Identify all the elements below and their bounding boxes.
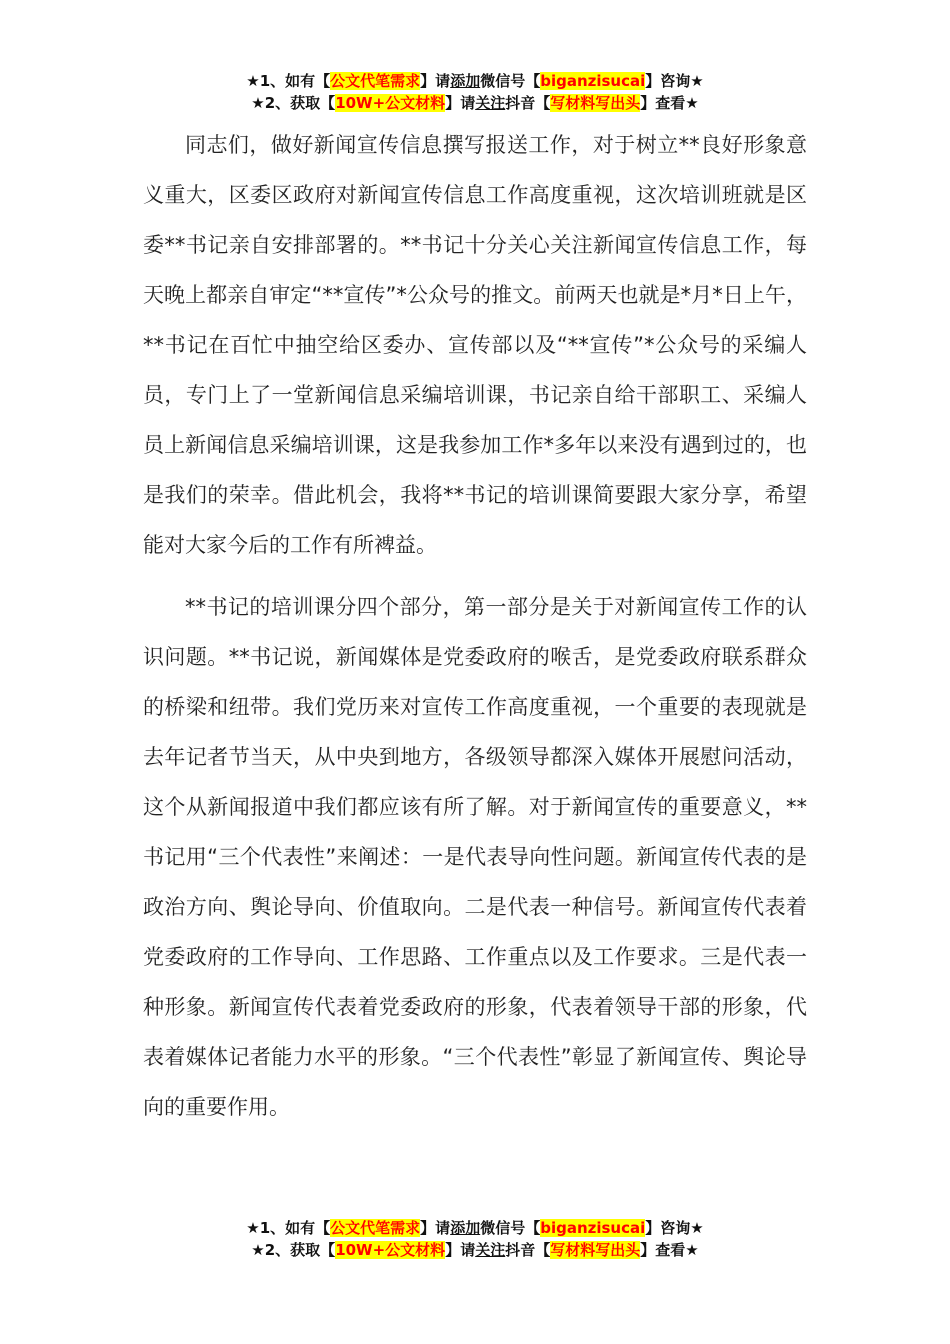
highlight-wechat-id: biganzisucai	[540, 72, 646, 90]
highlight-douyin-account: 写材料写出头	[550, 94, 641, 112]
highlight-service: 公文代笔需求	[330, 72, 421, 90]
highlight-douyin-account: 写材料写出头	[550, 1241, 641, 1259]
highlight-materials: 10W+公文材料	[335, 94, 446, 112]
paragraph-1: 同志们，做好新闻宣传信息撰写报送工作，对于树立**良好形象意义重大，区委区政府对新闻宣传信息工作高度重视，这次培训班就是区委**书记亲自安排部署的。**书记十分关心关注新闻宣传信息工作，每天晚上都亲自审定“**宣传”*公众号的推文。前两天也就是*月*日上午，**书记在百忙中抽空给区委办、宣传部以及“**宣传”*公众号的采编人员，专门上了一堂新闻信息采编培训课，书记亲自给干部职工、采编人员上新闻信息采编培训课，这是我参加工作*多年以来没有遇到过的，也是我们的荣幸。借此机会，我将**书记的培训课简要跟大家分享，希望能对大家今后的工作有所裨益。	[143, 133, 807, 557]
paragraph-2: **书记的培训课分四个部分，第一部分是关于对新闻宣传工作的认识问题。**书记说，新闻媒体是党委政府的喉舌，是党委政府联系群众的桥梁和纽带。我们党历来对宣传工作高度重视，一个重要的表现就是去年记者节当天，从中央到地方，各级领导都深入媒体开展慰问活动，这个从新闻报道中我们都应该有所了解。对于新闻宣传的重要意义，**书记用“三个代表性”来阐述：一是代表导向性问题。新闻宣传代表的是政治方向、舆论导向、价值取向。二是代表一种信号。新闻宣传代表着党委政府的工作导向、工作思路、工作重点以及工作要求。三是代表一种形象。新闻宣传代表着党委政府的形象，代表着领导干部的形象，代表着媒体记者能力水平的形象。“三个代表性”彰显了新闻宣传、舆论导向的重要作用。	[143, 595, 807, 1119]
header-banner	[0, 70, 950, 114]
banner-line-1: ★1、如有【公文代笔需求】请添加微信号【biganzisucai】咨询★	[246, 1219, 704, 1237]
banner-line-2: ★2、获取【10W+公文材料】请关注抖音【写材料写出头】查看★	[251, 1241, 699, 1259]
footer-banner	[0, 1217, 950, 1261]
highlight-service: 公文代笔需求	[330, 1219, 421, 1237]
banner-line-2: ★2、获取【10W+公文材料】请关注抖音【写材料写出头】查看★	[251, 94, 699, 112]
banner-line-1: ★1、如有【公文代笔需求】请添加微信号【biganzisucai】咨询★	[246, 72, 704, 90]
highlight-materials: 10W+公文材料	[335, 1241, 446, 1259]
highlight-wechat-id: biganzisucai	[540, 1219, 646, 1237]
document-body	[143, 120, 807, 1132]
